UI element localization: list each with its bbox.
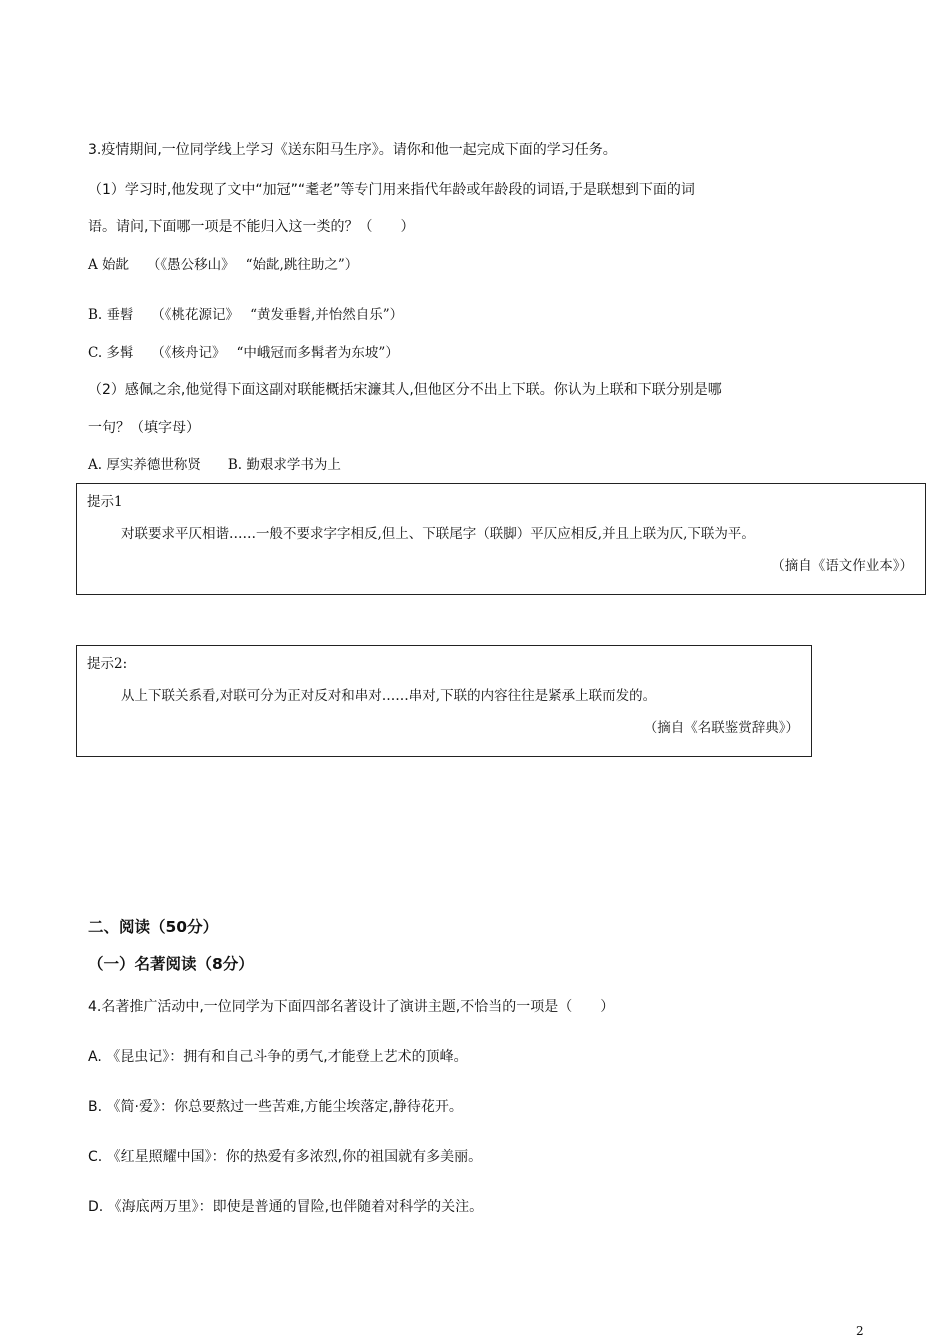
question-3-stem: 3.疫情期间,一位同学线上学习《送东阳马生序》。请你和他一起完成下面的学习任务。: [88, 142, 617, 158]
couplet-options: A. 厚实养德世称贤 B. 勤艰求学书为上: [88, 457, 341, 473]
option-c: C. 多髯 （《核舟记》 “中峨冠而多髯者为东坡”）: [88, 345, 399, 361]
question-3-part1-line2: 语。请问,下面哪一项是不能归入这一类的？（ ）: [88, 219, 415, 235]
q4-option-c: C. 《红星照耀中国》：你的热爱有多浓烈,你的祖国就有多美丽。: [88, 1149, 483, 1165]
q4-option-d: D. 《海底两万里》：即使是普通的冒险,也伴随着对科学的关注。: [88, 1199, 484, 1215]
q4-option-a: A. 《昆虫记》：拥有和自己斗争的勇气,才能登上艺术的顶峰。: [88, 1049, 468, 1065]
page-number: 2: [856, 1324, 864, 1338]
section-2-title: 二、阅读（50分）: [88, 918, 219, 936]
question-3-part2-line1: （2）感佩之余,他觉得下面这副对联能概括宋濂其人,但他区分不出上下联。你认为上联和下联分别是哪: [88, 382, 722, 398]
option-b: B. 垂髫 （《桃花源记》 “黄发垂髫,并怡然自乐”）: [88, 307, 404, 323]
hint-2-source: （摘自《名联鉴赏辞典》）: [643, 720, 799, 736]
q4-option-b: B. 《简·爱》：你总要熬过一些苦难,方能尘埃落定,静待花开。: [88, 1099, 463, 1115]
question-4-stem: 4.名著推广活动中,一位同学为下面四部名著设计了演讲主题,不恰当的一项是（ ）: [88, 999, 615, 1015]
option-a: A 始龀 （《愚公移山》 “始龀,跳往助之”）: [88, 257, 359, 273]
question-3-part1-line1: （1）学习时,他发现了文中“加冠”“耄老”等专门用来指代年龄或年龄段的词语,于是联想到下面的词: [88, 182, 695, 198]
hint-1-title: 提示1: [87, 494, 123, 510]
hint-2-title: 提示2:: [87, 656, 128, 672]
hint-box-2: [76, 645, 812, 757]
hint-box-1: [76, 483, 926, 595]
section-2-subtitle: （一）名著阅读（8分）: [88, 955, 254, 973]
hint-1-source: （摘自《语文作业本》）: [771, 558, 913, 574]
question-3-part2-line2: 一句？（填字母）: [88, 420, 200, 436]
hint-2-body: 从上下联关系看,对联可分为正对反对和串对……串对,下联的内容往往是紧承上联而发的。: [121, 688, 657, 704]
hint-1-body: 对联要求平仄相谐……一般不要求字字相反,但上、下联尾字（联脚）平仄应相反,并且上联为仄,下联为平。: [121, 526, 755, 542]
